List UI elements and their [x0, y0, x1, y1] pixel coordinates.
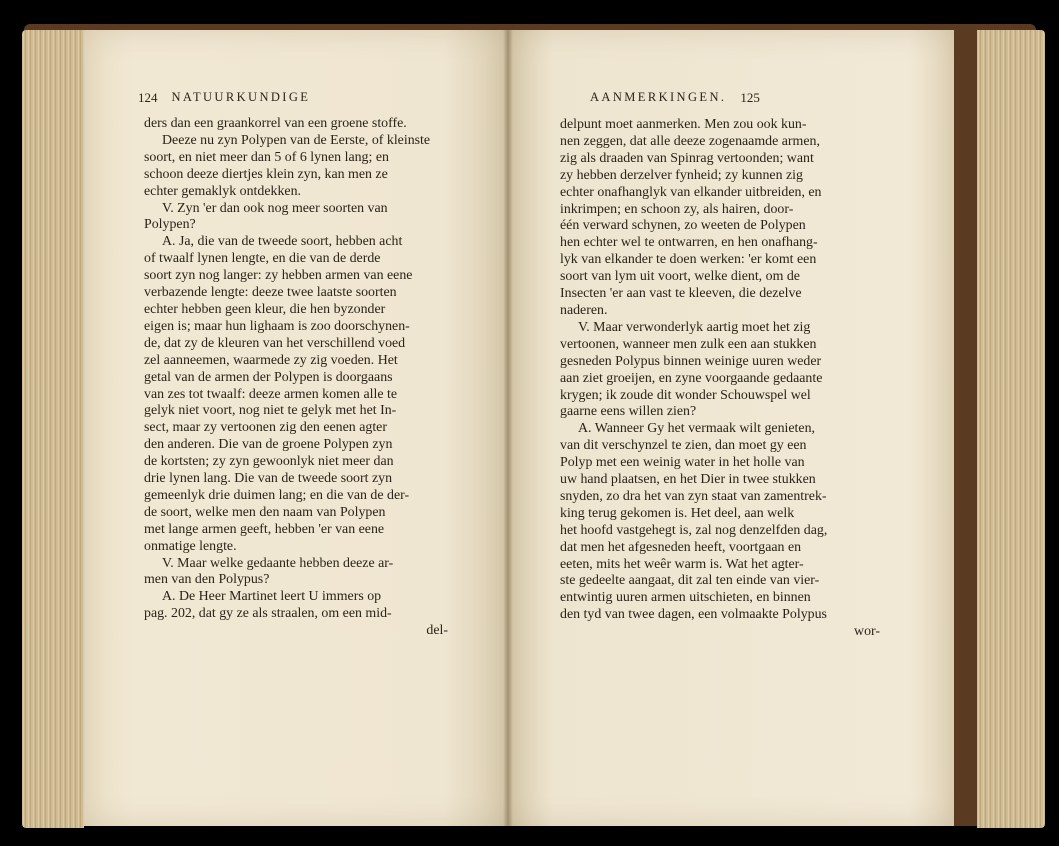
- text-line: uw hand plaatsen, en het Dier in twee stukken: [560, 472, 816, 488]
- text-line: pag. 202, dat gy ze als straalen, om een mid-: [144, 606, 392, 622]
- text-line: V. Maar welke gedaante hebben deeze ar-: [162, 555, 394, 571]
- text-line: vertoonen, wanneer men zulk een aan stukken: [560, 336, 817, 352]
- text-line: A. Ja, die van de tweede soort, hebben acht: [162, 234, 403, 250]
- text-line: gesneden Polypus binnen weinige uuren weder: [560, 353, 822, 369]
- text-line: getal van de armen der Polypen is doorgaans: [144, 369, 393, 385]
- text-line: hen echter wel te ontwarren, en hen onafhang-: [560, 235, 818, 251]
- text-line: soort van lym uit voort, welke dient, om de: [560, 269, 800, 285]
- text-line: Insecten 'er aan vast te kleeven, die dezelve: [560, 286, 802, 302]
- text-line: echter onafhanglyk van elkander uitbreiden, en: [560, 184, 822, 200]
- left-page-edges: [22, 30, 84, 828]
- text-line: de soort, welke men den naam van Polypen: [144, 504, 386, 520]
- text-line: van dit verschynzel te zien, dan moet gy een: [560, 438, 807, 454]
- right-page-number: 125: [740, 90, 760, 105]
- text-line: men van den Polypus?: [144, 572, 270, 588]
- text-line: gelyk niet voort, nog niet te gelyk met het In-: [144, 403, 397, 419]
- text-line: ste gedeelte aangaat, dit zal ten einde van vier-: [560, 573, 820, 589]
- text-line: lyk van elkander te doen werken: 'er komt een: [560, 252, 817, 268]
- text-line: van zes tot twaalf: deeze armen komen alle te: [144, 386, 397, 402]
- text-line: soort, en niet meer dan 5 of 6 lynen lang; en: [144, 149, 389, 165]
- text-line: aan ziet groeijen, en zyne voorgaande gedaante: [560, 370, 823, 386]
- text-line: de kortsten; zy zyn gewoonlyk niet meer dan: [144, 454, 394, 470]
- text-line: V. Maar verwonderlyk aartig moet het zig: [578, 319, 811, 335]
- text-line: één verward schynen, zo weeten de Polypen: [560, 218, 806, 234]
- text-line: verbazende lengte: deeze twee laatste soorten: [144, 285, 397, 301]
- text-line: eigen is; maar hun lighaam is zoo doorschynen-: [144, 318, 410, 334]
- text-line: ders dan een graankorrel van een groene stoffe.: [144, 116, 407, 131]
- text-line: echter gemaklyk ontdekken.: [144, 183, 301, 199]
- text-line: gemeenlyk drie duimen lang; en die van de der-: [144, 487, 410, 503]
- text-line: echter hebben geen kleur, die hen byzonder: [144, 301, 386, 317]
- text-line: eeten, mits het weêr warm is. Wat het agter-: [560, 556, 804, 572]
- text-line: de, dat zy de kleuren van het verschillend voed: [144, 335, 406, 351]
- text-line: den anderen. Die van de groene Polypen zyn: [144, 437, 393, 453]
- left-running-head: [138, 90, 310, 106]
- text-line: wor-: [854, 624, 880, 640]
- text-line: Deeze nu zyn Polypen van de Eerste, of kleinste: [162, 132, 431, 148]
- text-line: of twaalf lynen lengte, en die van de derde: [144, 251, 381, 267]
- text-line: met lange armen geeft, hebben 'er van eene: [144, 521, 385, 537]
- left-page-text: [144, 116, 448, 640]
- text-line: dat men het afgesneden heeft, voortgaan en: [560, 539, 802, 555]
- text-line: zig als draaden van Spinrag vertoonden; want: [560, 150, 814, 166]
- text-line: snyden, zo dra het van zyn staat van zamentrek-: [560, 488, 827, 504]
- text-line: A. Wanneer Gy het vermaak wilt genieten,: [578, 421, 815, 437]
- left-page-number: 124: [138, 90, 158, 105]
- text-line: V. Zyn 'er dan ook nog meer soorten van: [162, 200, 388, 216]
- text-line: zy hebben derzelver fynheid; zy kunnen zig: [560, 167, 803, 183]
- text-line: den tyd van twee dagen, een volmaakte Polypus: [560, 607, 827, 623]
- book-gutter: [503, 30, 513, 826]
- right-running-head: [590, 90, 760, 106]
- text-line: soort zyn nog langer: zy hebben armen van eene: [144, 268, 413, 284]
- text-line: entwintig uuren armen uitschieten, en binnen: [560, 590, 811, 606]
- left-page-title: NATUURKUNDIGE: [171, 90, 311, 104]
- text-line: Polyp met een weinig water in het holle van: [560, 455, 805, 471]
- text-line: delpunt moet aanmerken. Men zou ook kun-: [560, 117, 807, 132]
- text-line: Polypen?: [144, 217, 196, 233]
- text-line: nen zeggen, dat alle deeze zogenaamde armen,: [560, 133, 820, 149]
- text-line: gaarne eens willen zien?: [560, 404, 697, 420]
- right-page-text: [560, 117, 880, 641]
- text-line: inkrimpen; en schoon zy, als hairen, door-: [560, 201, 794, 217]
- text-line: zel aanneemen, waarmede zy zig voeden. Het: [144, 352, 398, 368]
- text-line: del-: [426, 623, 448, 639]
- text-line: schoon deeze diertjes klein zyn, kan men ze: [144, 166, 388, 182]
- text-line: het hoofd vastgehegt is, zal nog denzelfden dag,: [560, 522, 828, 538]
- text-line: naderen.: [560, 302, 608, 318]
- right-page-title: AANMERKINGEN.: [590, 90, 727, 104]
- right-page-edges: [977, 30, 1045, 828]
- text-line: drie lynen lang. Die van de tweede soort zyn: [144, 471, 393, 487]
- text-line: sect, maar zy vertoonen zig den eenen agter: [144, 420, 387, 436]
- text-line: onmatige lengte.: [144, 538, 237, 554]
- text-line: king terug gekomen is. Het deel, aan welk: [560, 505, 795, 521]
- text-line: krygen; ik zoude dit wonder Schouwspel wel: [560, 387, 811, 403]
- text-line: A. De Heer Martinet leert U immers op: [162, 589, 382, 605]
